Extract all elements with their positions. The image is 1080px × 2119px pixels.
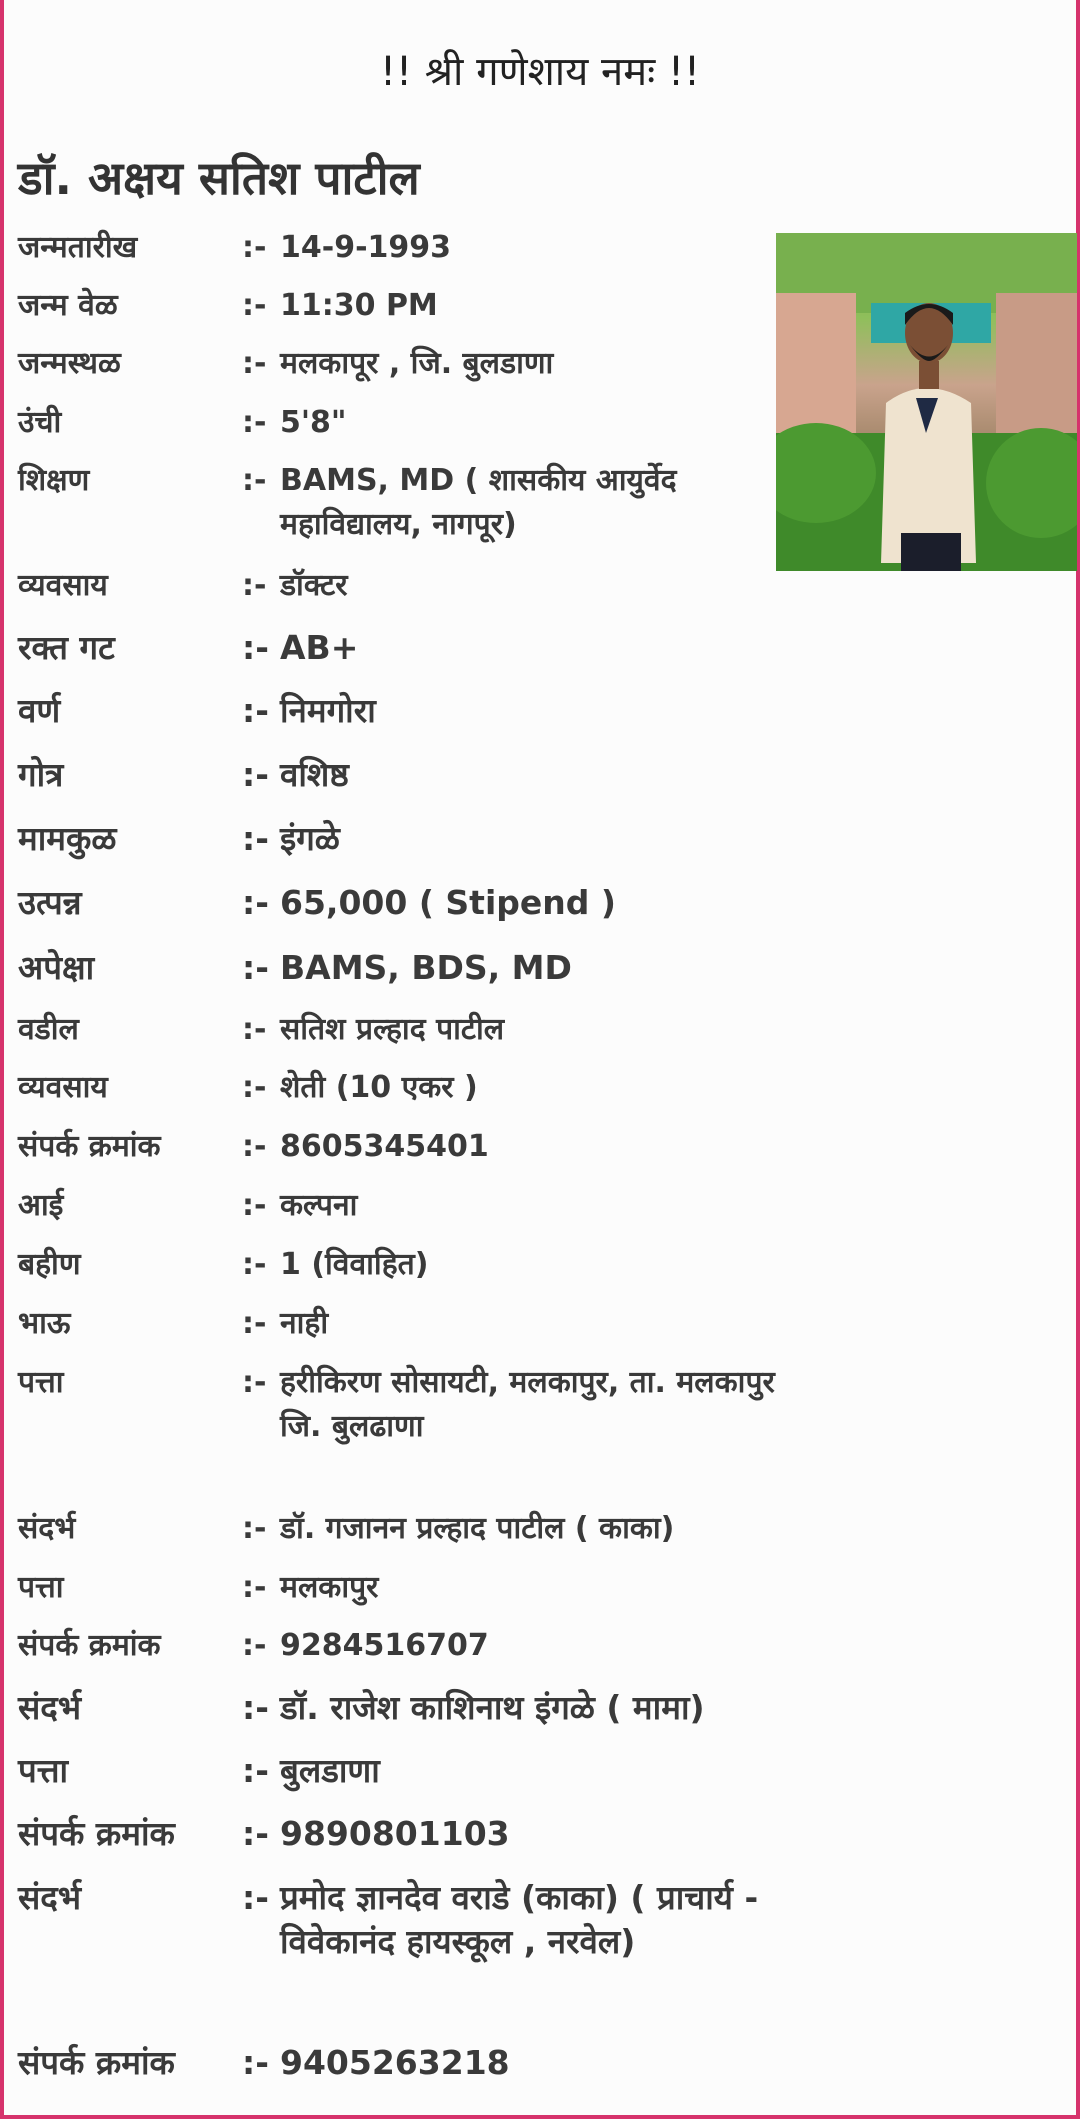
detail-separator: :- xyxy=(242,1188,267,1223)
detail-value: हरीकिरण सोसायटी, मलकापुर, ता. मलकापुर जि. बुलढाणा xyxy=(280,1365,775,1444)
detail-separator: :- xyxy=(242,1570,267,1605)
detail-value: AB+ xyxy=(280,628,359,667)
reference-label: संपर्क क्रमांक xyxy=(18,2043,175,2082)
detail-separator: :- xyxy=(242,883,269,922)
detail-label: जन्म वेळ xyxy=(18,288,118,323)
detail-value: 8605345401 xyxy=(280,1129,489,1164)
detail-value: 1 (विवाहित) xyxy=(280,1247,429,1282)
reference-label: संदर्भ xyxy=(18,1688,82,1727)
detail-label: आई xyxy=(18,1188,64,1223)
detail-separator: :- xyxy=(242,1878,269,1917)
detail-separator: :- xyxy=(242,463,267,498)
detail-separator: :- xyxy=(242,346,267,381)
reference-value: 9405263218 xyxy=(280,2043,510,2082)
detail-label: उत्पन्न xyxy=(18,883,82,922)
reference-value: डॉ. गजानन प्रल्हाद पाटील ( काका) xyxy=(280,1511,675,1546)
detail-value: BAMS, MD ( शासकीय आयुर्वेद महाविद्यालय, नागपूर) xyxy=(280,463,677,542)
detail-separator: :- xyxy=(242,1688,269,1727)
detail-separator: :- xyxy=(242,288,267,323)
profile-photo xyxy=(776,233,1077,571)
detail-label: भाऊ xyxy=(18,1306,71,1341)
detail-value: निमगोरा xyxy=(280,691,376,730)
detail-value: इंगळे xyxy=(280,819,340,858)
detail-separator: :- xyxy=(242,1628,267,1663)
detail-value: सतिश प्रल्हाद पाटील xyxy=(280,1012,505,1047)
detail-label: गोत्र xyxy=(18,755,64,794)
detail-label: रक्त गट xyxy=(18,628,115,667)
reference-label: पत्ता xyxy=(18,1570,64,1605)
detail-label: जन्मतारीख xyxy=(18,230,138,265)
detail-value: BAMS, BDS, MD xyxy=(280,948,572,987)
reference-value: बुलडाणा xyxy=(280,1751,380,1790)
detail-separator: :- xyxy=(242,755,269,794)
reference-value: मलकापुर xyxy=(280,1570,379,1605)
blessing-header: !! श्री गणेशाय नमः !! xyxy=(379,49,701,95)
detail-value: शेती (10 एकर ) xyxy=(280,1070,478,1105)
detail-value: 65,000 ( Stipend ) xyxy=(280,883,616,922)
candidate-name: डॉ. अक्षय सतिश पाटील xyxy=(18,151,420,205)
detail-separator: :- xyxy=(242,819,269,858)
detail-separator: :- xyxy=(242,405,267,440)
detail-separator: :- xyxy=(242,1070,267,1105)
reference-label: संपर्क क्रमांक xyxy=(18,1814,175,1853)
detail-value: डॉक्टर xyxy=(280,568,348,603)
detail-separator: :- xyxy=(242,628,269,667)
detail-label: व्यवसाय xyxy=(18,1070,108,1105)
detail-label: शिक्षण xyxy=(18,463,90,498)
detail-label: जन्मस्थळ xyxy=(18,346,121,381)
reference-value: डॉ. राजेश काशिनाथ इंगळे ( मामा) xyxy=(280,1688,705,1727)
detail-separator: :- xyxy=(242,1814,269,1853)
reference-value: 9890801103 xyxy=(280,1814,510,1853)
detail-value: वशिष्ठ xyxy=(280,755,349,794)
detail-label: पत्ता xyxy=(18,1365,64,1400)
detail-label: मामकुळ xyxy=(18,819,117,858)
detail-separator: :- xyxy=(242,1012,267,1047)
reference-value: प्रमोद ज्ञानदेव वराडे (काका) ( प्राचार्य - विवेकानंद हायस्कूल , नरवेल) xyxy=(280,1878,759,1961)
detail-label: वडील xyxy=(18,1012,79,1047)
detail-value: 11:30 PM xyxy=(280,288,438,323)
detail-value: कल्पना xyxy=(280,1188,358,1223)
detail-separator: :- xyxy=(242,230,267,265)
reference-label: संदर्भ xyxy=(18,1511,76,1546)
detail-separator: :- xyxy=(242,948,269,987)
detail-separator: :- xyxy=(242,568,267,603)
person-photo-illustration xyxy=(776,233,1077,571)
reference-label: संदर्भ xyxy=(18,1878,82,1917)
detail-separator: :- xyxy=(242,2043,269,2082)
reference-value: 9284516707 xyxy=(280,1628,489,1663)
detail-label: वर्ण xyxy=(18,691,61,730)
detail-separator: :- xyxy=(242,1306,267,1341)
detail-value: 5'8" xyxy=(280,405,347,440)
reference-label: पत्ता xyxy=(18,1751,69,1790)
detail-separator: :- xyxy=(242,1751,269,1790)
reference-label: संपर्क क्रमांक xyxy=(18,1628,161,1663)
detail-label: व्यवसाय xyxy=(18,568,108,603)
detail-separator: :- xyxy=(242,1129,267,1164)
detail-separator: :- xyxy=(242,1365,267,1400)
detail-label: बहीण xyxy=(18,1247,81,1282)
detail-value: 14-9-1993 xyxy=(280,230,452,265)
detail-label: उंची xyxy=(18,405,62,440)
detail-separator: :- xyxy=(242,691,269,730)
detail-label: संपर्क क्रमांक xyxy=(18,1129,161,1164)
detail-value: नाही xyxy=(280,1306,329,1341)
detail-label: अपेक्षा xyxy=(18,948,95,987)
detail-separator: :- xyxy=(242,1511,267,1546)
detail-value: मलकापूर , जि. बुलडाणा xyxy=(280,346,554,381)
detail-separator: :- xyxy=(242,1247,267,1282)
